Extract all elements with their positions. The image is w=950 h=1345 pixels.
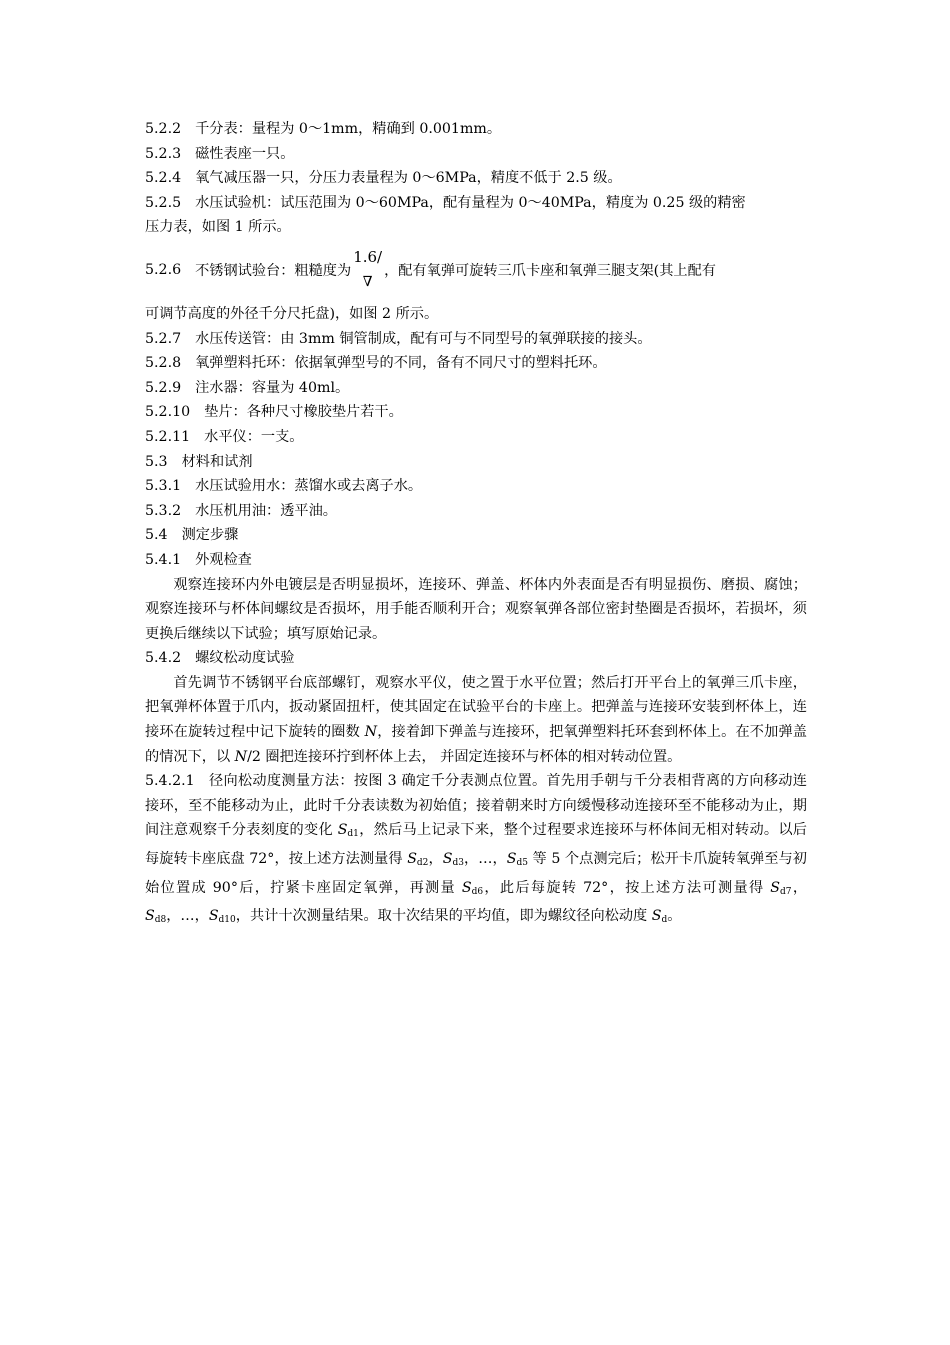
list-item: 5.2.4 氧气减压器一只，分压力表量程为 0～6MPa，精度不低于 2.5 级。 (145, 170, 622, 187)
section-heading: 5.4.2 螺纹松动度试验 (145, 650, 295, 667)
list-item-continuation: 压力表，如图 1 所示。 (145, 219, 291, 236)
list-item-roughness: 5.2.6 不锈钢试验台：粗糙度为 1.6/ ∇ ，配有氧弹可旋转三爪卡座和氧弹三腿支架(其上配有 (145, 248, 716, 291)
section-heading: 5.4.1 外观检查 (145, 551, 252, 568)
list-item: 5.2.9 注水器：容量为 40ml。 (145, 379, 350, 396)
paragraph-radial-looseness: 5.4.2.1 径向松动度测量方法：按图 3 确定千分表测点位置。首先用手朝与千分表相背离的方向移动连接环，至不能移动为止，此时千分表读数为初始值；接着朝来时方向缓慢移动连接环至不能移动为止，期间注意观察千分表刻度的变化 $S_{d1}$，然后马上记录下来，整个过程要求连接环与杯体间无相对转动。以后每旋转卡座底盘 72°，按上述方法测量得 $S_{d2}$，$S_{d3}$，…，$S_{d5}$ 等 5 个点测完后；松开卡爪旋转氧弹至与初始位置成 90°后，拧紧卡座固定氧弹，再测量 $S_{d6}$，此后每旋转 72°，按上述方法可测量得 $S_{d7}$，$S_{d8}$，…，$S_{d10}$，共计十次测量结果。取十次结果的平均值，即为螺纹径向松动度 $S_d$。 (145, 773, 808, 926)
list-item: 5.2.2 千分表：量程为 0～1mm，精确到 0.001mm。 (145, 121, 502, 137)
paragraph-thread-test: 首先调节不锈钢平台底部螺钉，观察水平仪，使之置于水平位置；然后打开平台上的氧弹三爪卡座，把氧弹杯体置于爪内，扳动紧固扭杆，使其固定在试验平台的卡座上。把弹盖与连接环安装到杯体上，连接环在旋转过程中记下旋转的圈数 N，接着卸下弹盖与连接环，把氧弹塑料托环套到杯体上。在不加弹盖的情况下，以 N/2 圈把连接环拧到杯体上去， 并固定连接环与杯体的相对转动位置。 (145, 674, 807, 765)
list-item-continuation: 可调节高度的外径千分尺托盘)，如图 2 所示。 (145, 305, 439, 322)
list-item: 5.2.3 磁性表座一只。 (145, 145, 295, 162)
list-item: 5.2.10 垫片：各种尺寸橡胶垫片若干。 (145, 404, 403, 421)
list-item: 5.3.1 水压试验用水：蒸馏水或去离子水。 (145, 478, 423, 495)
list-item: 5.3.2 水压机用油：透平油。 (145, 502, 337, 519)
section-heading: 5.3 材料和试剂 (145, 453, 253, 470)
list-item: 5.2.11 水平仪：一支。 (145, 428, 304, 445)
roughness-symbol: 1.6/ ∇ (353, 248, 383, 291)
list-item: 5.2.5 水压试验机：试压范围为 0～60MPa，配有量程为 0～40MPa，精度为 0.25 级的精密 (145, 194, 746, 211)
paragraph-appearance-check: 观察连接环内外电镀层是否明显损坏，连接环、弹盖、杯体内外表面是否有明显损伤、磨损、腐蚀；观察连接环与杯体间螺纹是否损坏，用手能否顺利开合；观察氧弹各部位密封垫圈是否损坏，若损坏，须更换后继续以下试验；填写原始记录。 (145, 576, 807, 642)
list-item: 5.2.7 水压传送管：由 3mm 铜管制成，配有可与不同型号的氧弹联接的接头。 (145, 330, 652, 347)
list-item: 5.2.8 氧弹塑料托环：依据氧弹型号的不同，备有不同尺寸的塑料托环。 (145, 355, 607, 372)
section-heading: 5.4 测定步骤 (145, 527, 239, 544)
document-body (145, 117, 807, 933)
